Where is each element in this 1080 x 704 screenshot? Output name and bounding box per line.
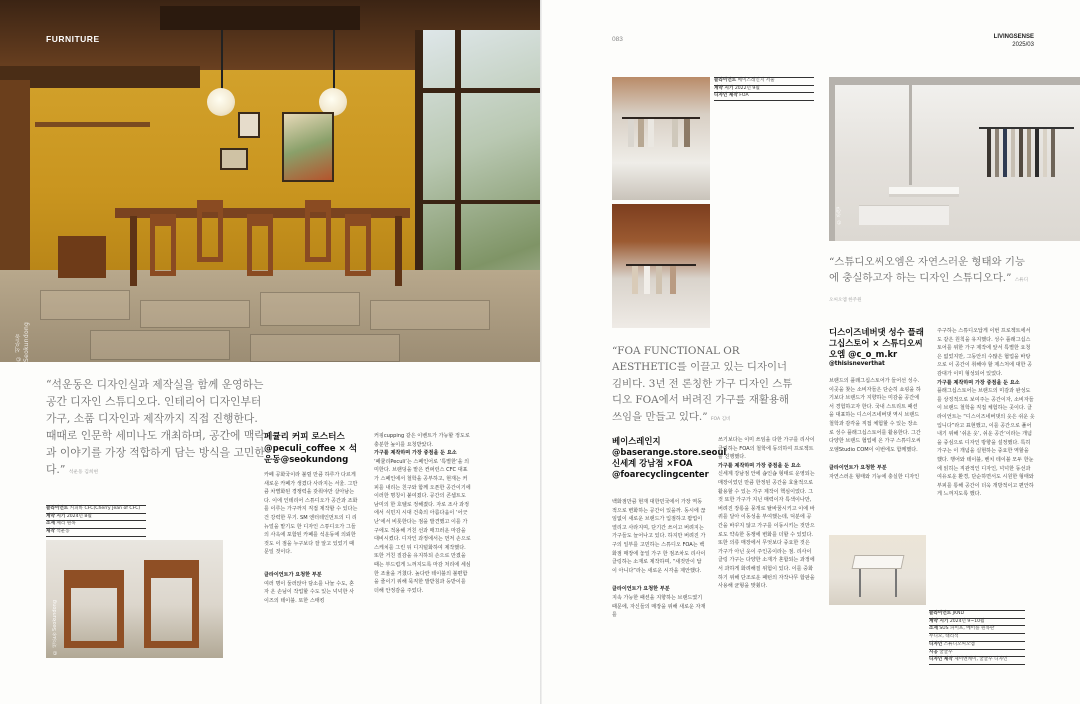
project-info <box>46 505 146 537</box>
info-row: 시공 굴굴우 <box>929 650 1025 658</box>
chair-detail-photo <box>46 540 223 658</box>
photo-credit: © 석운동 Seokundong <box>52 600 58 656</box>
info-row: 제작 석운동 <box>46 529 146 537</box>
body-text: 지속 가능한 패션을 지향하는 브랜드였기 때문에, 자신들의 매장을 위해 새로운 자재를 <box>612 594 706 619</box>
pull-quote-text: “스튜디오씨오엠은 자연스러운 형태와 기능에 충실하고자 하는 디자인 스튜디오다.” <box>829 256 1025 285</box>
body-column <box>829 377 921 482</box>
article-title-text: 페큘리 커피 로스터스@peculi_coffee × 석운동@seokundong <box>264 432 358 465</box>
info-row: 무니모, 대리석 <box>929 634 1025 642</box>
body-column <box>718 436 815 591</box>
subheading: 클라이언트가 요청한 부분 <box>612 586 670 593</box>
flagship-store-photo <box>829 77 1080 241</box>
pull-quote <box>612 343 800 428</box>
info-row: 계약 시기 2024년 8월 <box>46 514 146 522</box>
issue-date: 2025/03 <box>1012 42 1034 48</box>
article-title-text: 디스이즈네버댓 성수 플래그십스토어 × 스튜디오씨오엠 @c_o_m.kr <box>829 327 924 359</box>
subheading: 가구를 제작하며 가장 중점을 둔 요소 <box>937 379 1020 386</box>
pull-quote-text: “FOA FUNCTIONAL OR AESTHETIC를 이끌고 있는 디자이너 김비다. 3년 전 론칭한 가구 디자인 스튜디오 FOA에서 버려진 가구를 재활용해 쓰임을 만들고 있다.” <box>612 345 793 423</box>
section-label: FURNITURE <box>46 34 100 44</box>
body-column <box>612 498 706 620</box>
subheading: 클라이언트가 요청한 부분 <box>829 465 887 472</box>
photo-credit: © 석운동 Seokundong <box>15 321 30 362</box>
body-text: 백화점만큼 현재 대한민국에서 가장 역동적으로 변화하는 공간이 있을까. 동시에 끊임없이 새로운 브랜드가 입점하고 팝업이 열리고 사라지며, 단기간 쓰이고 버려지는 가구들도 늘어나고 있다. 하지만 버려진 가구의 일부를 고민하는 스튜디오 FOA는 백화점 매장에 놓일 가구 한 점조차도 리사이클링하는 소재로 제작하며, “새것만이 답이 아니다”라는 새로운 시각을 제안했다. <box>612 499 706 574</box>
info-row: 디자인 제작 제이엔케이, 굴굴우 디자인 <box>929 657 1025 665</box>
store-photo-bottom <box>612 204 710 328</box>
quote-source: 스튜디오씨오엠 한주원 <box>829 278 1029 303</box>
body-text: 신세계 강남점 안에 숍인숍 형태로 운영되는 매장이었던 만큼 한정된 공간을 효율적으로 활용할 수 있는 가구 제작이 핵심이었다. 그것 또한 가구가 지닌 매력이자 특색이나만, 버려진 장롱을 뭉개로 탈바꿈시키고 이에 바퀴를 달아 이동성을 부여했는데, 덕분에 공간을 바꾸지 않고 가구를 이동시키는 것만으로도 약속한 동쟁에 변화를 더할 수 있었다. 또한 의류 매장에서 무엇보다 중요한 것은 가구가 아닌 옷이 주인공이라는 점. 리사이클링 가구는 다양한 소재가 혼합되는 과정에서 과하게 화려해질 위험이 있다. 이를 중화하기 위해 단조로운 패턴의 자작나무 합판을 사용해 균형을 맞췄다. <box>718 471 815 590</box>
info-row: 계약 시기 2024년 9~10월 <box>929 619 1025 627</box>
page-gutter <box>540 0 542 704</box>
pull-quote-text: “석운동은 디자인실과 제작실을 함께 운영하는 공간 디자인 스튜디오다. 인테리어 디자인부터 가구, 소품 디자인과 제작까지 직접 진행한다. 때때로 인문학 세미나도 개최하며, 공간에 맥락과 이야기를 가장 적합하게 담는 방식을 고민한다.” <box>46 378 265 476</box>
magazine-title: LIVINGSENSE <box>993 34 1034 40</box>
instagram-handle: @thisisneverthat <box>829 361 885 367</box>
body-text: 주구하는 스튜디오답게 이번 프로젝트에서도 같은 원칙을 유지했다. 성수 플래그십스토어를 위한 가구 제작에 앞서 특별한 요청은 없었지만, 그동안의 수많은 협업을 바탕으로 이 공간이 취해야 할 제스처에 대한 공감대가 이미 형성되어 있었다. <box>937 328 1032 377</box>
body-text: 자연스러운 형태와 기능에 충실한 디자인 <box>829 473 920 480</box>
pull-quote <box>829 254 1029 309</box>
project-info <box>714 77 814 101</box>
table-detail-photo <box>829 535 926 605</box>
info-row: 소재 체리 원목 <box>46 521 146 529</box>
body-column <box>264 471 358 605</box>
info-row: 소재 SUS 파이프, 메이플 원목판 <box>929 626 1025 634</box>
info-row: 디자인 제작 FOA <box>714 93 814 101</box>
quote-source: FOA 김비 <box>710 416 731 422</box>
article-title <box>612 436 727 480</box>
body-column <box>374 432 471 595</box>
info-row: 클라이언트 커피바 CFC(Cherry Jean of CFC) <box>46 506 146 514</box>
photo-credit: © 준앨 <box>836 207 842 225</box>
body-text: 브랜드의 플래그십스토어가 들어선 성수. 이곳을 찾는 소비자들은 단순히 쇼핑을 하기보다 브랜드가 지향하는 미감을 공간에서 경험하고자 한다. 국내 스트리트 패션을 대표하는 디스이즈네버댓 역시 브랜드 철학과 감각을 직접 체험할 수 있는 장소로 성수 플래그십스토어를 활용한다. 그간 다양한 브랜드 협업에 온 가구 스튜디오씨오엠Studio COM이 이번에도 함께했다. <box>829 378 921 453</box>
article-title-text: 베이스레인지 @baserange.store.seoul 신세계 강남점 ×FOA @foarecyclingcenter <box>612 436 727 479</box>
subheading: 가구를 제작하며 가장 중점을 둔 요소 <box>718 462 801 469</box>
body-column <box>937 327 1035 499</box>
subheading: 클라이언트가 요청한 부분 <box>264 571 322 578</box>
pull-quote <box>46 376 266 481</box>
article-title <box>829 327 924 369</box>
body-text: 플래그십스토어는 브랜드의 미감과 완성도를 상징적으로 보여주는 공간이자, 소비자들이 브랜드 철학을 직접 체험하는 곳이다. 클라이언트는 “디스이즈네버댓의 옷은 쉬운 옷입니다”라고 표현했고, 이를 공간으로 풀어내기 위해 ‘쉬운 옷’, 쉬운 공간’이라는 개념을 중심으로 디자인 방향을 설정했다. 특히 가구는 이 개념을 실현하는 중요한 역할을 했다. 행어와 테이블, 벤치 테이블 모두 한눈에 읽히는 직관적인 디자인, 넉넉한 동선과 여유로운 환경, 단순하면서도 시원한 형태와 부피를 통해 공간이 더욱 개방적이고 편안하게 느껴지도록 했다. <box>937 388 1035 498</box>
store-photo-top <box>612 77 710 200</box>
magazine-name <box>994 33 1034 49</box>
info-row: 계약 시기 2022년 9월 <box>714 86 814 94</box>
body-text: ‘페큘리Peculi’는 스페인어로 ‘특별한’을 의미한다. 브랜딩을 맡은 컨퍼런스 CFC 대표가 스페인에서 철학을 공부하고, 현재는 커피를 내리는 친구와 함께 오픈한 공간이기에 이러한 명칭이 붙여졌다. 공간의 콘셉트도 남미의 한 호텔로 정해졌다. 자로 조사 과정에서 식민지 시대 건축의 아름다움이 ‘어긋난’에서 비롯한다는 점을 발견했고 이를 가구에도 적용해 거친 선과 매끄러운 마감을 대비시켰다. 디자인 과정에서는 먼저 손으로 스케치를 그린 뒤 디지털화하여 제작했다. 또한 거친 질감을 유지하되 손으로 만졌을 때는 부드럽게 느껴지도록 마감 처리에 세심한 조율을 거쳤다. 높다란 테이블의 불편함을 줄이기 위해 묵직한 발받침과 등받이를 더해 안정감을 주었다. <box>374 458 471 594</box>
cafe-interior-photo <box>0 0 540 362</box>
subheading: 가구를 제작하며 가장 중점을 둔 요소 <box>374 450 457 457</box>
quote-source: 석운동 김희현 <box>68 470 99 475</box>
body-text: 쓰기보다는 이미 쓰임을 다한 가구를 리사이클링하는 FOA의 철학에 동의하여 프로젝트를 진행했다. <box>718 437 815 461</box>
body-text: 커핑cupping 같은 이벤트가 가능할 정도로 충분한 높이를 요청받았다. <box>374 433 470 448</box>
body-text: 카페 공화국이라 불릴 만큼 하루가 다르게 새로운 카페가 생겼다 사라지는 서울. 그만큼 차별화된 경쟁력을 갖춰야만 살아남는다. 이에 인테리어 스튜디오가 공간과 조화를 이루는 가구까지 직접 제작할 수 있다는 건 강력한 무기. SM 엔터테인먼트의 디 리뉴얼을 맡기도 한 디자인 스튜디오가 그들의 사옥에 포함된 카페를 석운동에 의뢰한 것도 이 점을 누구보다 잘 알고 있었기 때문일 것이다. <box>264 472 358 556</box>
article-title <box>264 432 364 467</box>
body-text: 여러 명이 둘러앉아 담소를 나눌 수도, 혼자 온 손님이 작업할 수도 있는 넉넉한 사이즈의 테이블. 또한 스태킹 <box>264 580 355 604</box>
info-row: 디자인 스튜디오씨오엠 <box>929 642 1025 650</box>
project-info <box>929 610 1025 665</box>
info-row: 클라이언트 JKND <box>929 611 1025 619</box>
page-number: 083 <box>612 36 623 43</box>
info-row: 클라이언트 베이스레인지 서울 <box>714 78 814 86</box>
